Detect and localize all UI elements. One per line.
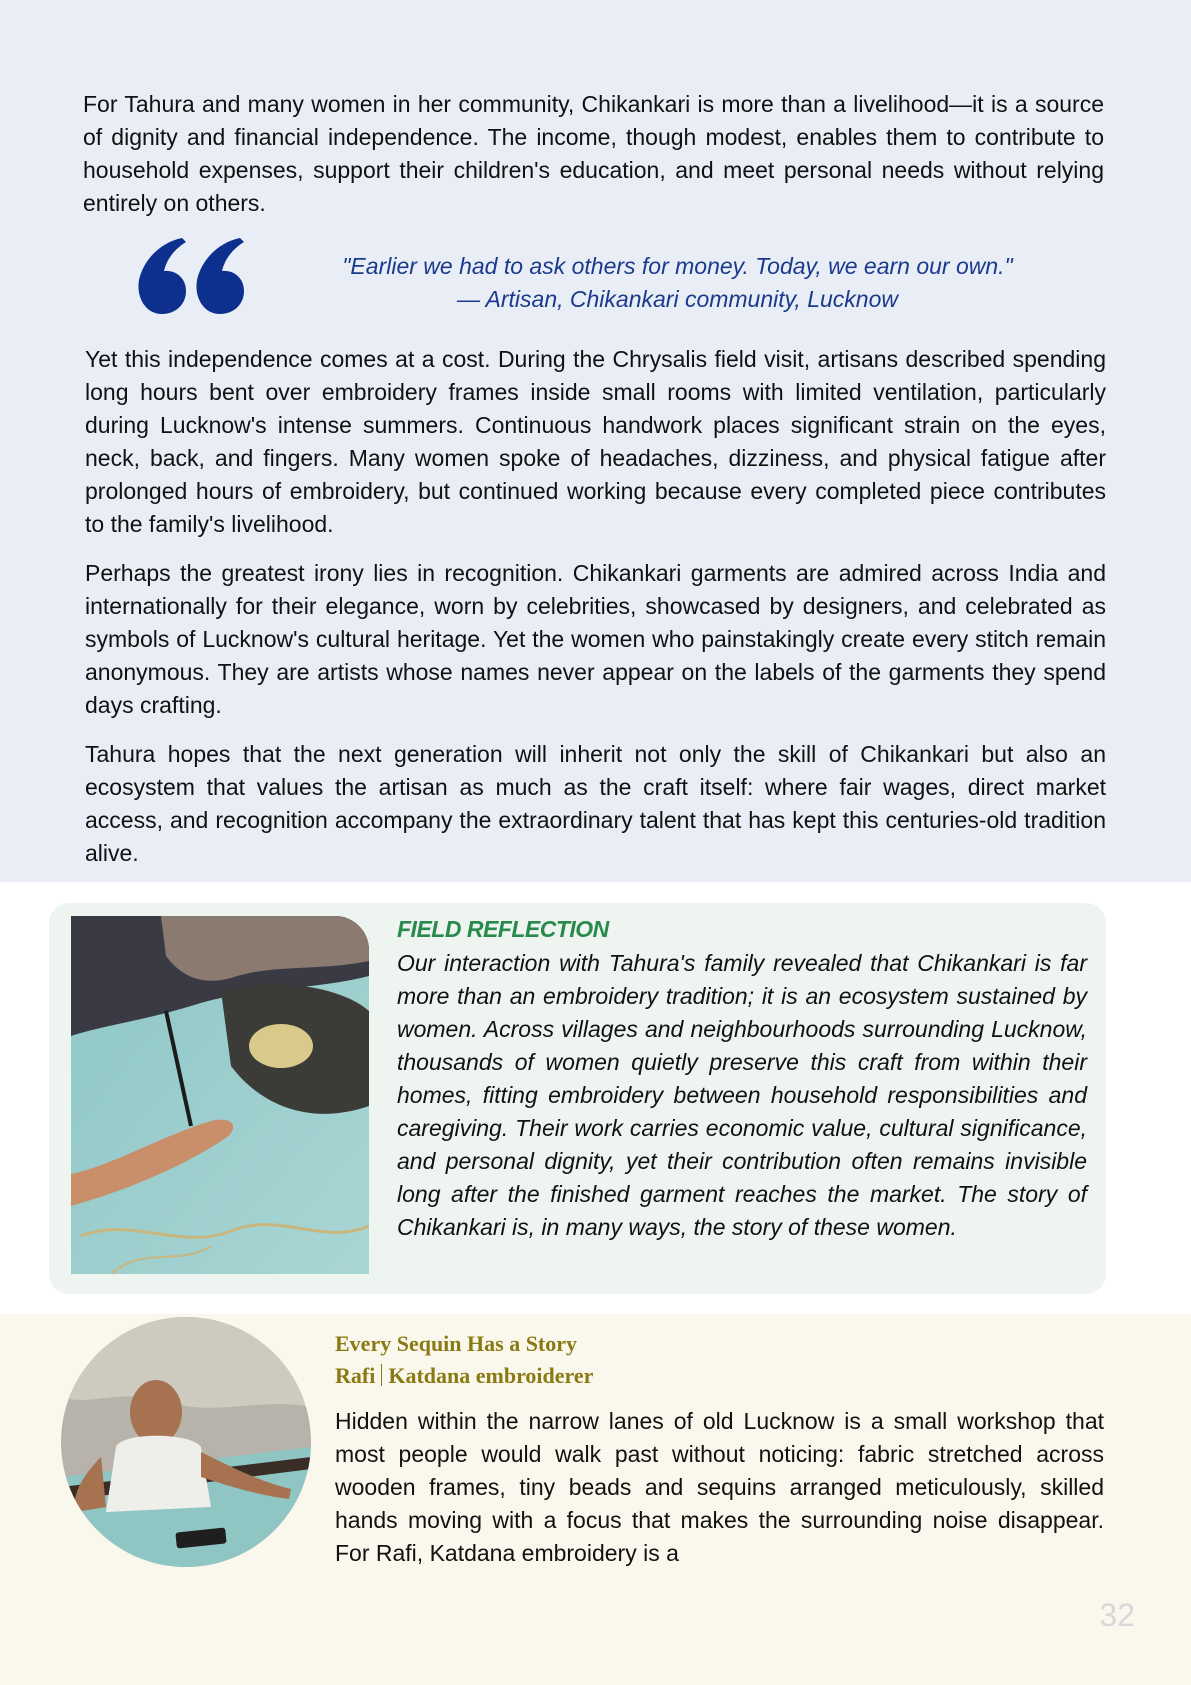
embroidery-photo <box>71 916 369 1274</box>
story-title: Every Sequin Has a Story <box>335 1331 578 1356</box>
artisan-role: Katdana embroiderer <box>388 1363 594 1388</box>
field-reflection-title: FIELD REFLECTION <box>397 916 609 942</box>
quote-attribution: — Artisan, Chikankari community, Lucknow <box>457 286 898 312</box>
intro-paragraph: For Tahura and many women in her community, Chikankari is more than a livelihood—it is a source of dignity and financial independence. The income, though modest, enables them to contribute to household expenses, support their children's education, and meet personal needs without relying entirely on others. <box>83 91 1104 216</box>
artisan-name: Rafi <box>335 1363 376 1388</box>
page-number: 32 <box>1099 1597 1135 1633</box>
story-paragraph: Hidden within the narrow lanes of old Lucknow is a small workshop that most people would walk past without noticing: fabric stretched across wooden frames, tiny beads and sequins arranged meticulously, skilled hands moving with a focus that makes the surrounding noise disappear. For Rafi, Katdana embroidery is a <box>335 1408 1104 1566</box>
pull-quote <box>270 250 1085 316</box>
divider <box>381 1364 382 1386</box>
body-paragraph-recognition: Perhaps the greatest irony lies in recognition. Chikankari garments are admired across India and internationally for their elegance, worn by celebrities, showcased by designers, and celebrated as symbols of Lucknow's cultural heritage. Yet the women who painstakingly create every stitch remain anonymous. They are artists whose names never appear on the labels of the garments they spend days crafting. <box>85 560 1106 718</box>
quote-mark-icon <box>136 236 246 316</box>
body-paragraph-hopes: Tahura hopes that the next generation will inherit not only the skill of Chikankari but also an ecosystem that values the artisan as much as the craft itself: where fair wages, direct market access, and recognition accompany the extraordinary talent that has kept this centuries-old tradition alive. <box>85 741 1106 866</box>
artisan-portrait <box>61 1317 311 1567</box>
quote-text: "Earlier we had to ask others for money. Today, we earn our own." <box>342 253 1013 279</box>
field-reflection-text: Our interaction with Tahura's family revealed that Chikankari is far more than an embroidery tradition; it is an ecosystem sustained by women. Across villages and neighbourhoods surrounding Lucknow, thousands of women quietly preserve this craft from within their homes, fitting embroidery between household responsibilities and caregiving. Their work carries economic value, cultural significance, and personal dignity, yet their contribution often remains invisible long after the finished garment reaches the market. The story of Chikankari is, in many ways, the story of these women. <box>397 950 1087 1240</box>
body-paragraph-cost: Yet this independence comes at a cost. During the Chrysalis field visit, artisans described spending long hours bent over embroidery frames inside small rooms with limited ventilation, particularly during Lucknow's intense summers. Continuous handwork places significant strain on the eyes, neck, back, and fingers. Many women spoke of headaches, dizziness, and physical fatigue after prolonged hours of embroidery, but continued working because every completed piece contributes to the family's livelihood. <box>85 346 1106 537</box>
story-subtitle <box>335 1360 593 1392</box>
